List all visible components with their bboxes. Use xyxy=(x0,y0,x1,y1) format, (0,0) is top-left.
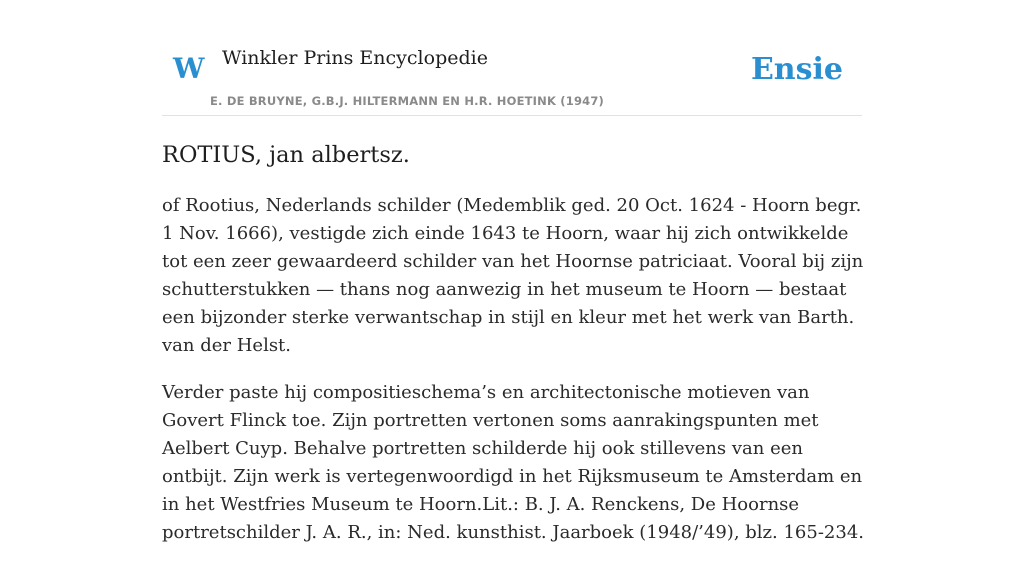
entry-paragraph: Verder paste hij compositieschema’s en architectonische motieven van Govert Flinck toe. Zijn portretten vertonen soms aanrakingspunten met Aelbert Cuyp. Behalve portretten schilderde hij ook stillevens van een ontbijt. Zijn werk is vertegenwoordigd in het Rijksmuseum te Amsterdam en in het Westfries Museum te Hoorn.Lit.: B. J. A. Renckens, De Hoornse portretschilder J. A. R., in: Ned. kunsthist. Jaarboek (1948/’49), blz. 165-234. xyxy=(162,382,864,543)
source-authors: E. DE BRUYNE, G.B.J. HILTERMANN EN H.R. HOETINK (1947) xyxy=(210,94,605,108)
entry-paragraph: of Rootius, Nederlands schilder (Medemblik ged. 20 Oct. 1624 - Hoorn begr. 1 Nov. 1666), vestigde zich einde 1643 te Hoorn, waar hij zich ontwikkelde tot een zeer gewaardeerd schilder van het Hoornse patriciaat. Vooral bij zijn schutterstukken — thans nog aanwezig in het museum te Hoorn — bestaat een bijzonder sterke verwantschap in stijl en kleur met het werk van Barth. van der Helst. xyxy=(162,195,864,356)
winkler-prins-logo[interactable]: W xyxy=(173,52,205,85)
ensie-logo[interactable]: Ensie xyxy=(750,52,843,87)
source-title[interactable]: Winkler Prins Encyclopedie xyxy=(222,47,488,69)
site-header xyxy=(162,0,862,116)
entry-title: ROTIUS, jan albertsz. xyxy=(162,142,410,168)
entry-body xyxy=(162,192,864,566)
